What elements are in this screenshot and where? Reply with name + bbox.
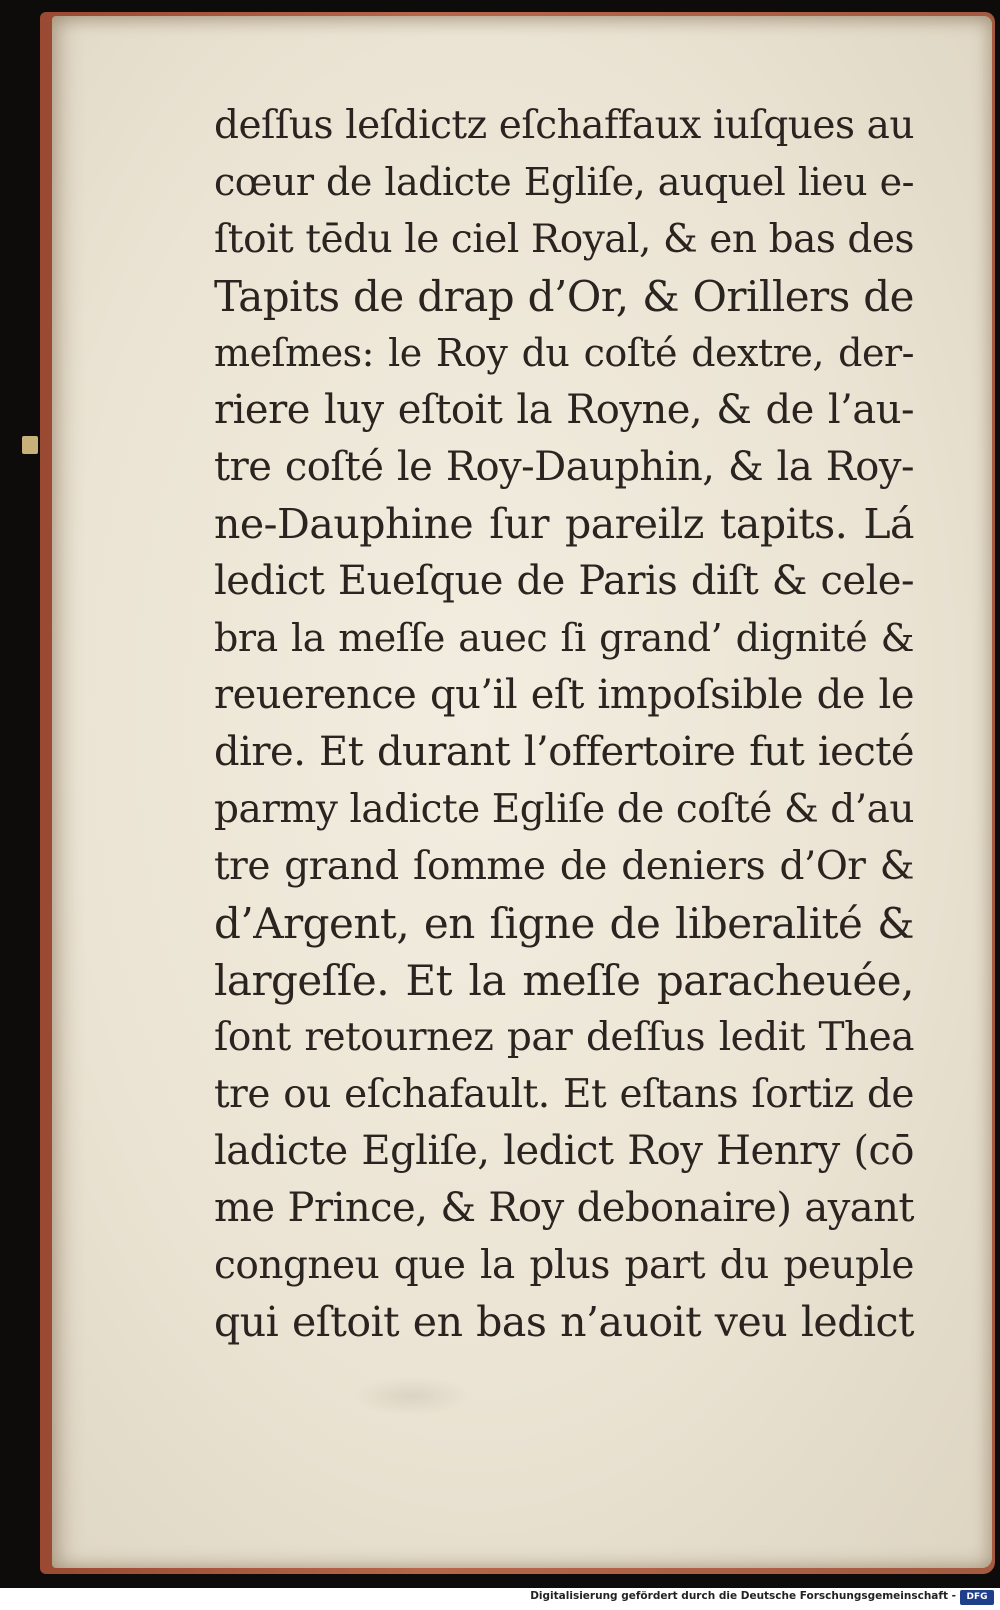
text-line: meſmes: le Roy du coſté dextre, der- xyxy=(214,331,914,375)
text-line: parmy ladicte Egliſe de coſté & d’au xyxy=(214,787,914,832)
text-line: ſont retournez par deſſus ledit Thea xyxy=(214,1015,914,1060)
text-line: ne-Dauphine ſur pareilz tapits. Lá xyxy=(214,500,914,548)
text-line: dire. Et durant l’offertoire fut iecté xyxy=(214,729,914,775)
text-line: deſſus leſdictz eſchaffaux iuſques au xyxy=(214,103,914,148)
text-line: cœur de ladicte Egliſe, auquel lieu e- xyxy=(214,160,914,204)
page-tab-marker xyxy=(22,436,38,454)
text-line: tre ou eſchafault. Et eſtans ſortiz de xyxy=(214,1072,914,1117)
text-line: ſtoit tēdu le ciel Royal, & en bas des xyxy=(214,217,914,262)
text-line: me Prince, & Roy debonaire) ayant xyxy=(214,1185,914,1231)
dfg-logo-icon: DFG xyxy=(960,1590,994,1605)
text-line: Tapits de drap d’Or, & Orillers de xyxy=(214,272,914,321)
body-text xyxy=(214,97,914,1351)
text-line: largeſſe. Et la meſſe paracheuée, xyxy=(214,956,914,1005)
text-line: riere luy eſtoit la Royne, & de l’au- xyxy=(214,387,914,433)
text-line: tre coſté le Roy-Dauphin, & la Roy- xyxy=(214,444,914,490)
text-line: tre grand ſomme de deniers d’Or & xyxy=(214,844,914,889)
text-line: ledict Eueſque de Paris diſt & cele- xyxy=(214,558,914,604)
text-line: d’Argent, en ſigne de liberalité & xyxy=(214,899,914,948)
text-line: congneu que la plus part du peuple xyxy=(214,1243,914,1288)
ink-bleed-through xyxy=(352,1376,472,1416)
text-line: reuerence qu’il eſt impoſsible de le xyxy=(214,672,914,718)
text-line: ladicte Egliſe, ledict Roy Henry (cō xyxy=(214,1128,914,1174)
digitization-credit: Digitalisierung gefördert durch die Deutsche Forschungsgemeinschaft - xyxy=(530,1590,956,1602)
text-line: qui eſtoit en bas n’auoit veu ledict xyxy=(214,1298,914,1346)
text-line: bra la meſſe auec ſi grand’ dignité & xyxy=(214,616,914,660)
